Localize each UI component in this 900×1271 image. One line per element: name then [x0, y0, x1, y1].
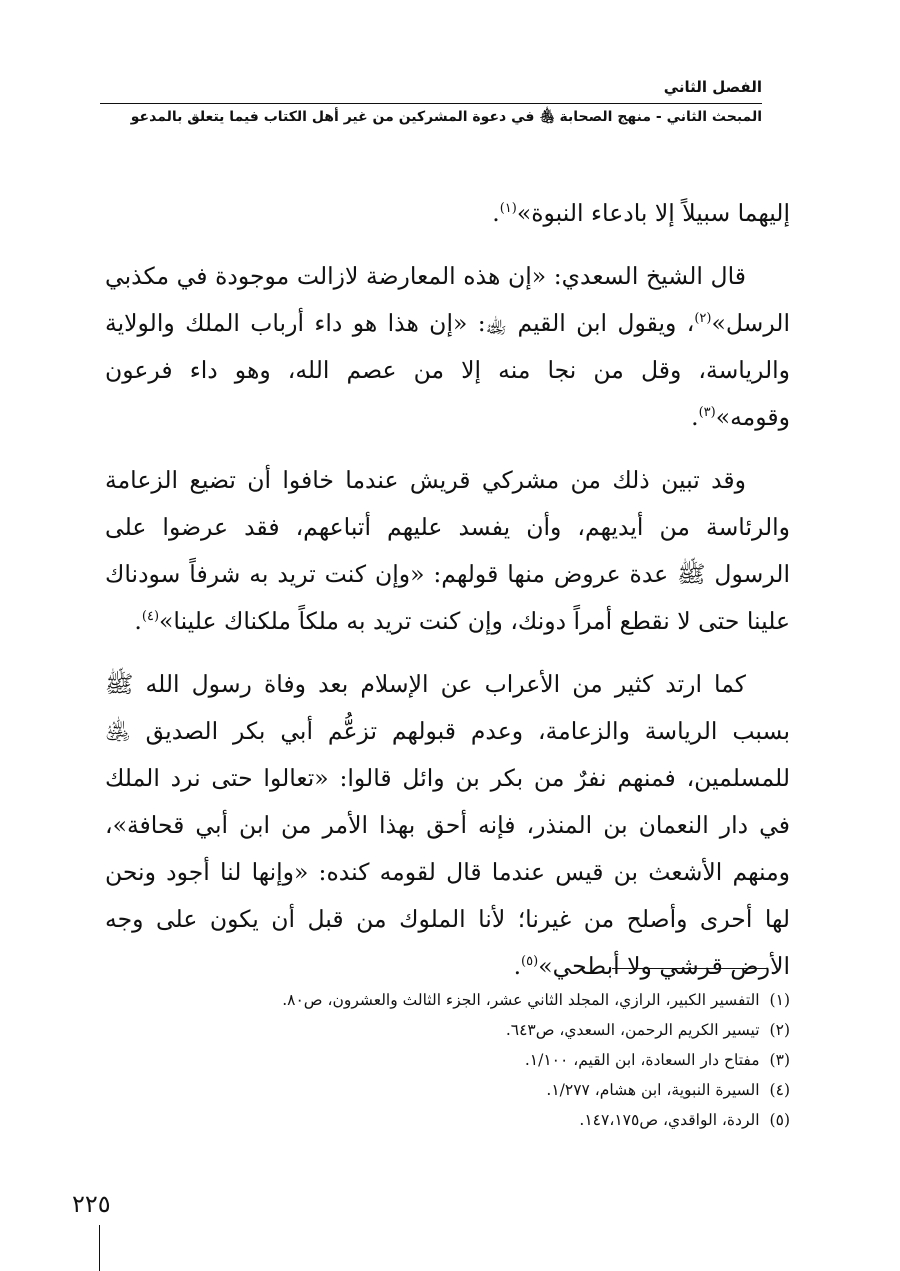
footnote-text: الردة، الواقدي، ص١٤٧،١٧٥.: [579, 1111, 760, 1129]
header-divider: [100, 103, 762, 104]
footnote-ref-4: (٤): [141, 609, 160, 625]
paragraph-4-text: كما ارتد كثير من الأعراب عن الإسلام بعد وفاة رسول الله ﷺ بسبب الرياسة والزعامة، وعدم قبولهم تزعُّم أبي بكر الصديق ﵁ للمسلمين، فمنهم نفرٌ من بكر بن وائل قالوا: «تعالوا حتى نرد الملك في دار النعمان بن المنذر، فإنه أحق بهذا الأمر من ابن أبي قحافة»، ومنهم الأشعث بن قيس عندما قال لقومه كنده: «وإنها لنا أجود ونحن لها أحرى وأصلح من غيرنا؛ لأنا الملوك من قبل أن يكون على وجه الأرض قرشي ولا أبطحي»: [105, 670, 790, 980]
paragraph-4: [105, 661, 790, 990]
footnote-ref-3: (٣): [698, 405, 716, 421]
footnote-ref-5: (٥): [521, 954, 539, 970]
footnote-3: [130, 1045, 790, 1075]
footnote-ref-1: (١): [499, 201, 517, 217]
paragraph-4-end: .: [513, 952, 522, 980]
paragraph-3: [105, 457, 790, 645]
footnote-ref-2: (٢): [694, 311, 712, 327]
footnote-text: تيسير الكريم الرحمن، السعدي، ص٦٤٣.: [505, 1021, 760, 1039]
chapter-title: الفصل الثاني: [663, 78, 762, 96]
footnote-text: التفسير الكبير، الرازي، المجلد الثاني عشر، الجزء الثالث والعشرون، ص٨٠.: [282, 991, 760, 1009]
footnote-divider: [612, 968, 767, 969]
footnote-number: (٢): [769, 1021, 790, 1039]
paragraph-3-end: .: [134, 607, 142, 635]
footnote-text: السيرة النبوية، ابن هشام، ١/٢٧٧.: [546, 1081, 760, 1099]
paragraph-2-end: .: [691, 403, 699, 431]
footnote-number: (٣): [769, 1051, 790, 1069]
footnotes: [130, 985, 790, 1135]
paragraph-1-end: .: [492, 199, 500, 227]
footnote-5: [130, 1105, 790, 1135]
footnote-1: [130, 985, 790, 1015]
paragraph-2-text-a: قال الشيخ السعدي: «إن هذه المعارضة لازالت موجودة في مكذبي الرسل»: [105, 262, 790, 337]
paragraph-1-text: إليهما سبيلاً إلا بادعاء النبوة»: [516, 199, 790, 227]
footnote-number: (١): [769, 991, 790, 1009]
body-text: [105, 190, 790, 1006]
section-title: المبحث الثاني - منهج الصحابة ﵃ في دعوة المشركين من غير أهل الكتاب فيما يتعلق بالمدعو: [130, 109, 762, 125]
paragraph-1: [105, 190, 790, 237]
footnote-number: (٤): [769, 1081, 790, 1099]
footnote-text: مفتاح دار السعادة، ابن القيم، ١/١٠٠.: [524, 1051, 760, 1069]
paragraph-2-text-b: ، ويقول ابن القيم ﵀: «إن هذا هو داء أرباب الملك والولاية والرياسة، وقل من نجا منه إلا من عصم الله، وهو داء فرعون وقومه»: [105, 309, 790, 431]
footnote-number: (٥): [769, 1111, 790, 1129]
footnote-2: [130, 1015, 790, 1045]
paragraph-2: [105, 253, 790, 441]
footnote-4: [130, 1075, 790, 1105]
paragraph-3-text: وقد تبين ذلك من مشركي قريش عندما خافوا أن تضيع الزعامة والرئاسة من أيديهم، وأن يفسد عليهم أتباعهم، فقد عرضوا على الرسول ﷺ عدة عروض منها قولهم: «وإن كنت تريد به شرفاً سودناك علينا حتى لا نقطع أمراً دونك، وإن كنت تريد به ملكاً ملكناك علينا»: [105, 466, 790, 635]
margin-rule: [99, 1225, 100, 1271]
page-number: ٢٢٥: [72, 1190, 111, 1218]
